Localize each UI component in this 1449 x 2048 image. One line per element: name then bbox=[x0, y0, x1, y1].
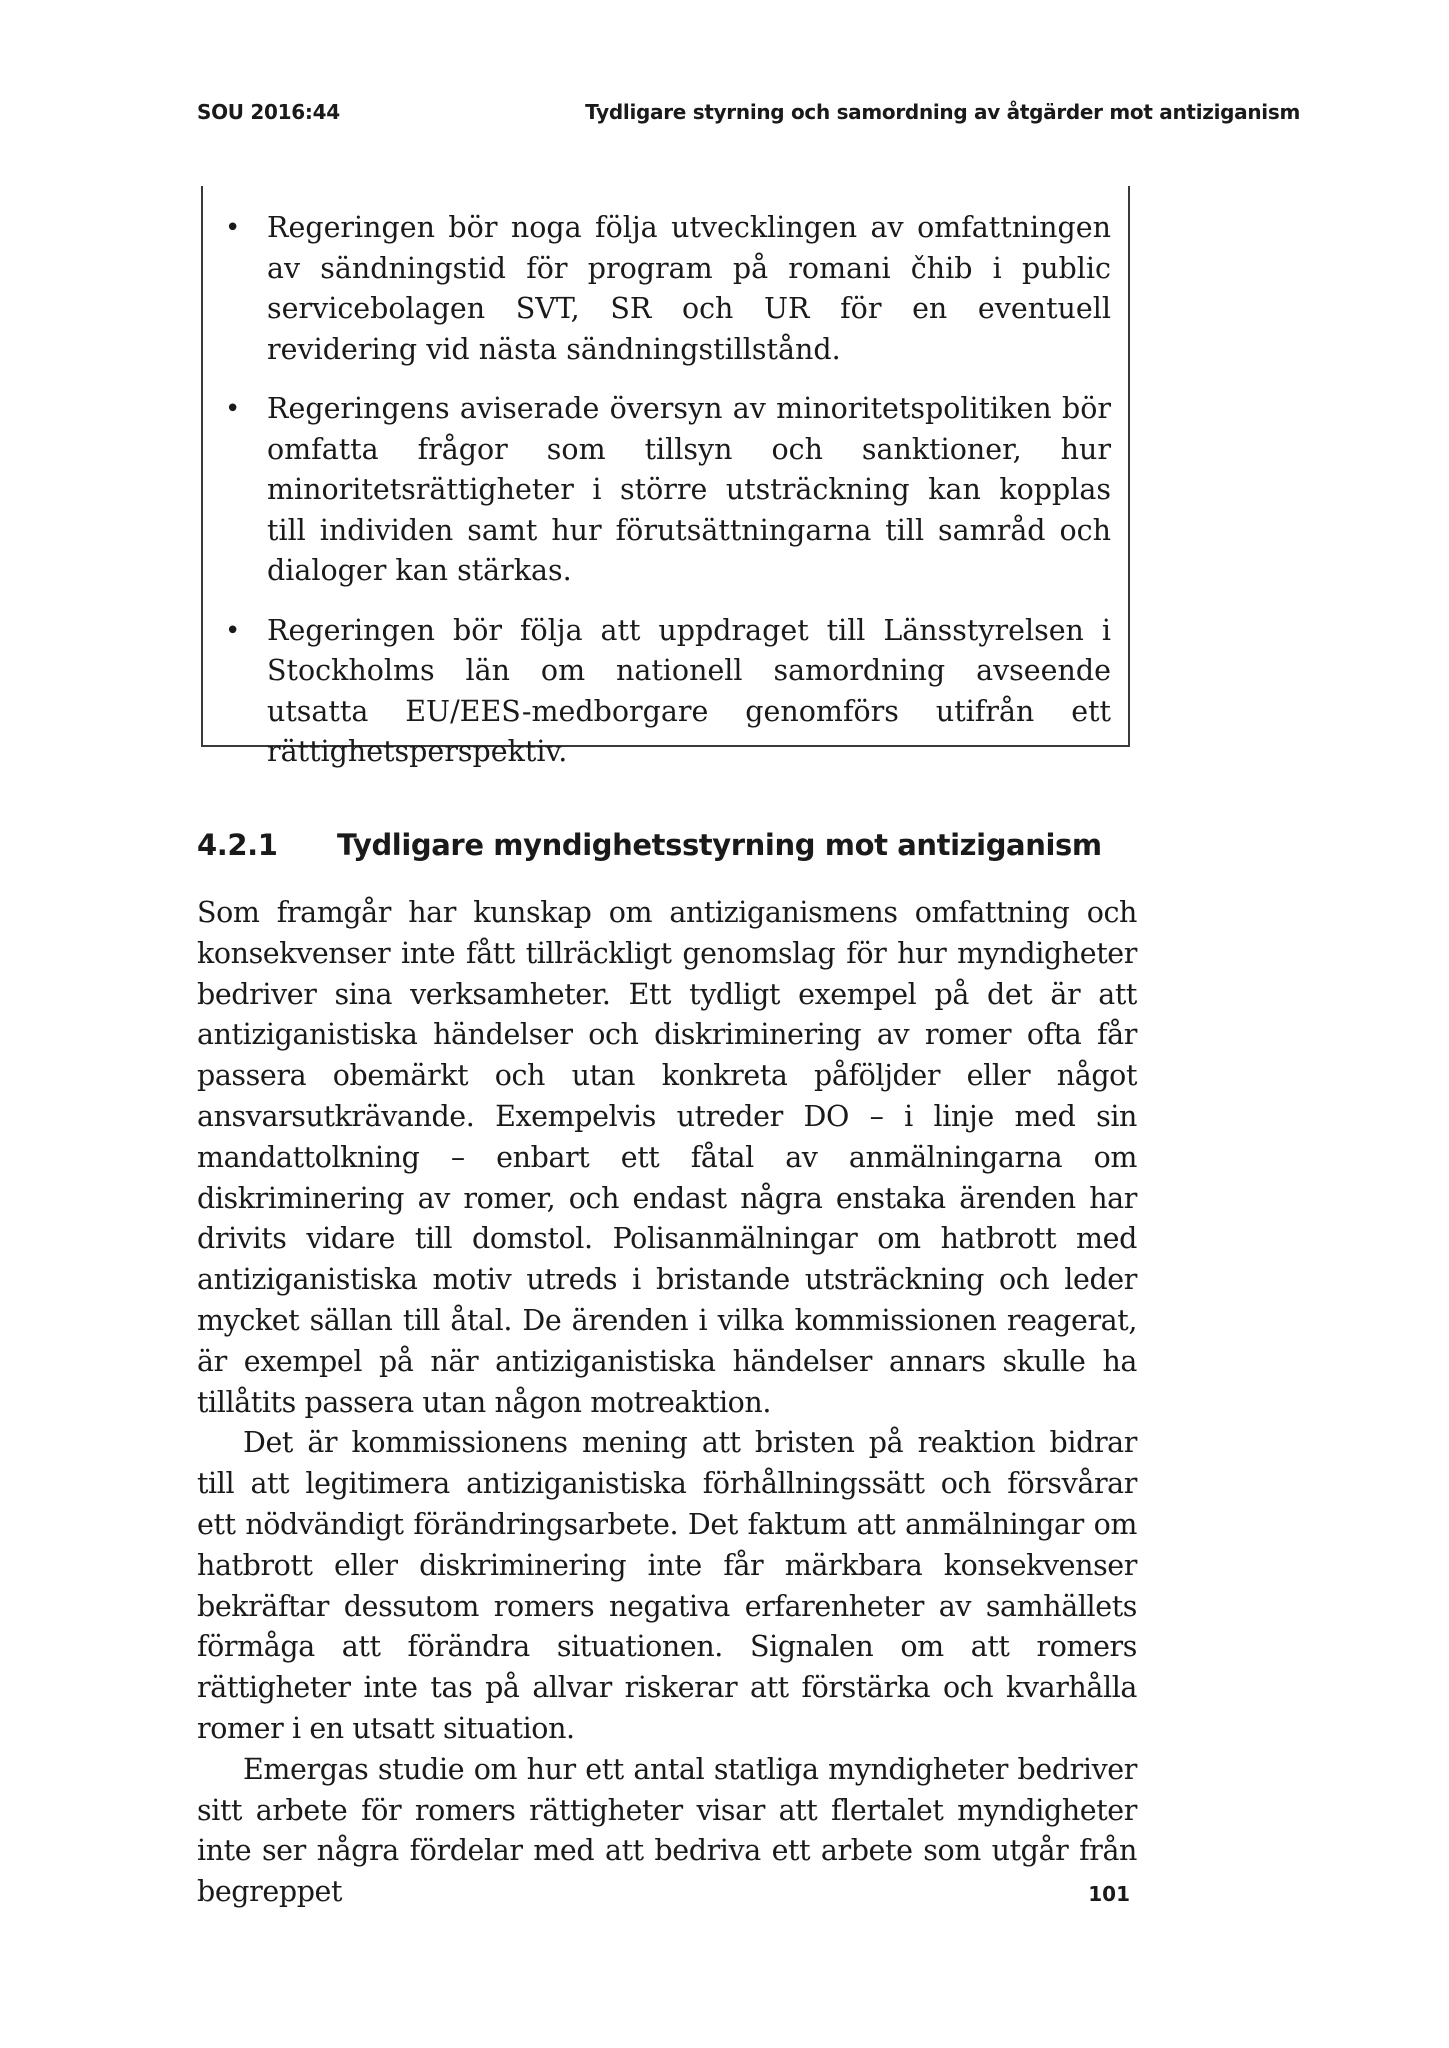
list-item-text: Regeringen bör följa att uppdraget till Länsstyrelsen i Stockholms län om nationell samordning avseende utsatta EU/EES-medborgare genomförs utifrån ett rättighetsperspektiv. bbox=[267, 613, 1111, 768]
recommendations-box bbox=[201, 186, 1130, 768]
report-number: SOU 2016:44 bbox=[197, 100, 340, 124]
list-item bbox=[221, 208, 1111, 370]
list-item bbox=[221, 389, 1111, 592]
report-title: Tydligare styrning och samordning av åtgärder mot antiziganism bbox=[585, 100, 1300, 124]
paragraph: Det är kommissionens mening att bristen på reaktion bidrar till att legitimera antiziganistiska förhållningssätt och försvårar ett nödvändigt förändringsarbete. Det faktum att anmälningar om hatbrott eller diskriminering inte får märkbara konsekvenser bekräftar dessutom romers negativa erfarenheter av samhällets förmåga att förändra situationen. Signalen om att romers rättigheter inte tas på allvar riskerar att förstärka och kvarhålla romer i en utsatt situation. bbox=[197, 1426, 1137, 1745]
bullet-icon: • bbox=[225, 394, 241, 424]
bullet-icon: • bbox=[225, 213, 241, 243]
list-item-text: Regeringens aviserade översyn av minoritetspolitiken bör omfatta frågor som tillsyn och sanktioner, hur minoritetsrättigheter i större utsträckning kan kopplas till individen samt hur förutsättningarna till samråd och dialoger kan stärkas. bbox=[267, 392, 1111, 587]
page-number: 101 bbox=[1088, 1882, 1130, 1906]
paragraph: Som framgår har kunskap om antiziganismens omfattning och konsekvenser inte fått tillräckligt genomslag för hur myndigheter bedriver sina verksamheter. Ett tydligt exempel på det är att antiziganistiska händelser och diskriminering av romer ofta får passera obemärkt och utan konkreta påföljder eller något ansvarsutkrävande. Exempelvis utreder DO – i linje med sin mandattolkning – enbart ett fåtal av anmälningarna om diskriminering av romer, och endast några enstaka ärenden har drivits vidare till domstol. Polisanmälningar om hatbrott med antiziganistiska motiv utreds i bristande utsträckning och leder mycket sällan till åtal. De ärenden i vilka kommissionen reagerat, är exempel på när antiziganistiska händelser annars skulle ha tillåtits passera utan någon motreaktion. bbox=[197, 896, 1137, 1419]
running-header bbox=[197, 100, 1300, 132]
body-text bbox=[197, 893, 1137, 1913]
section-title: Tydligare myndighetsstyrning mot antiziganism bbox=[337, 828, 1102, 862]
section-number: 4.2.1 bbox=[197, 828, 278, 862]
section-heading bbox=[197, 828, 1137, 868]
list-item bbox=[221, 611, 1111, 773]
paragraph: Emergas studie om hur ett antal statliga myndigheter bedriver sitt arbete för romers rättigheter visar att flertalet myndigheter inte ser några fördelar med att bedriva ett arbete som utgår från begreppet bbox=[197, 1752, 1137, 1909]
bullet-icon: • bbox=[225, 615, 241, 646]
list-item-text: Regeringen bör noga följa utvecklingen av omfattningen av sändningstid för program på romani čhib i public servicebolagen SVT, SR och UR för en eventuell revidering vid nästa sändningstillstånd. bbox=[267, 211, 1111, 366]
recommendations-list bbox=[221, 208, 1111, 792]
